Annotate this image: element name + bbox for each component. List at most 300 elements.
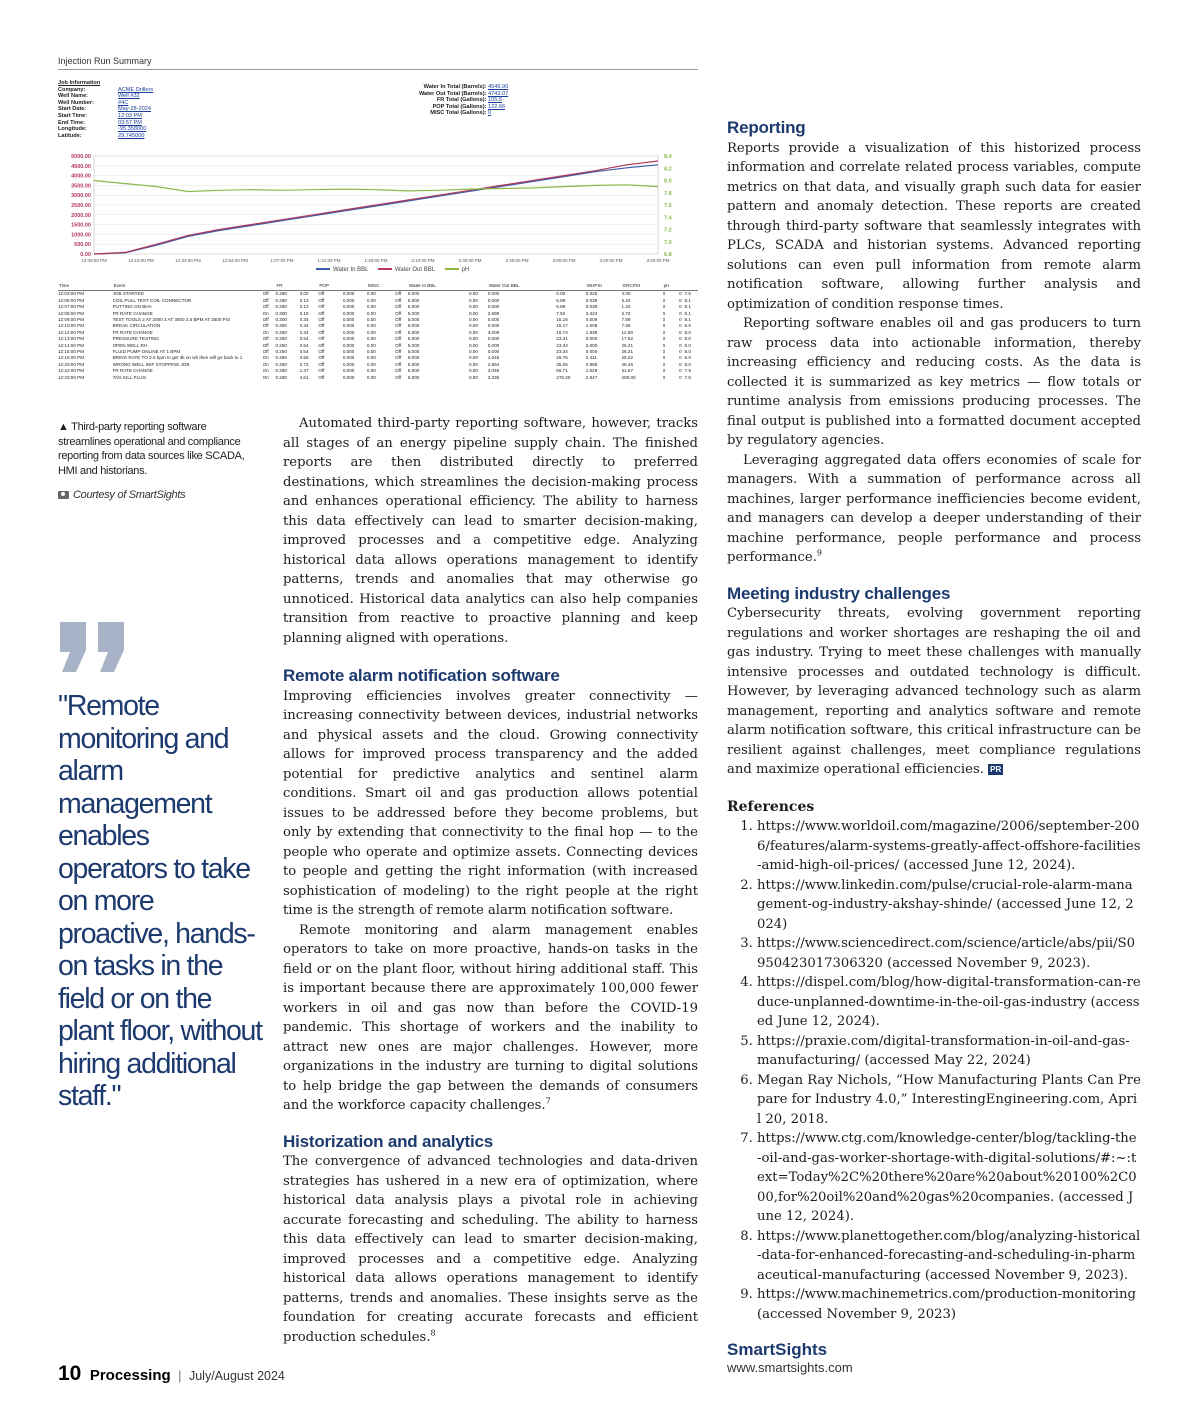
total-value: 0 [488,110,492,117]
job-info-row [58,133,698,140]
table-cell: 15.17 [556,323,568,329]
table-cell: 29.22 [621,355,633,361]
table-cell: 12:06:00 PM [58,297,85,303]
heading-meeting-challenges: Meeting industry challenges [727,583,951,603]
table-cell: 0 [679,317,682,323]
table-cell: Off [318,342,325,348]
table-cell: 0.000 [487,297,500,303]
table-cell: Off [318,361,325,367]
y-left-tick-label: 3500.00 [71,183,91,190]
table-cell: 8.0 [684,323,691,329]
y-right-tick-label: 7.2 [664,227,672,234]
table-cell: 6.72 [621,310,631,316]
total-row [348,91,518,98]
y-right-tick-label: 8.0 [664,178,672,185]
run-event-table [58,282,698,381]
total-label: FR Total (Gallons): [436,97,487,104]
table-cell: 0.00 [468,297,478,303]
total-value: 4743.07 [488,90,509,97]
table-cell: 0.250 [275,361,287,367]
table-cell: 0 [679,291,682,297]
table-cell: 0.00 [366,329,376,335]
table-cell: 5.000 [407,317,420,323]
reference-item: 3. https://www.sciencedirect.com/science/article/abs/pii/S0950423017306320 (accessed November 9, 2023). [757,934,1141,973]
table-cell: PRESSURE TESTING [112,336,159,342]
y-left-tick-label: 0.00 [80,252,91,258]
table-cell: 0.55 [299,355,309,361]
table-cell: Off [395,368,402,374]
reporting-paragraph-1: Reports provide a visualization of this historized process information and correlate related process variables, compute metrics on that data, and visually graph such data for easier pattern and anomaly detection. These reports are created through third-party software that seamlessly integrates with PLCs, SCADA and historian systems. Advanced reporting solutions can even pull information from remote alarm notification software, allowing further analysis and optimization of condition response times. [727,140,1141,312]
table-cell: 0.000 [487,349,500,355]
job-info-value: 12:03 PM [118,112,142,119]
table-cell: 2.947 [585,374,598,380]
job-info-value: ACME Drillers [118,86,154,93]
table-cell: 0.15 [299,310,309,316]
table-cell: 12:22:00 PM [58,368,85,374]
total-label: POP Total (Gallons): [432,103,487,110]
table-cell: 8.0 [684,355,691,361]
table-cell: Off [395,336,402,342]
table-cell: 0.00 [468,329,478,335]
table-cell: 12:15:00 PM [58,355,85,361]
table-cell: FLUID PUMP ONLINE AT 1 BPM [112,349,181,355]
table-header [263,282,276,291]
table-cell: 0.300 [275,323,287,329]
job-info-value: May-28-2024 [118,106,151,113]
table-cell: FR RATE CHANGE [112,310,153,316]
table-header: Time [58,282,113,291]
table-cell: 0.039 [585,297,598,303]
injection-run-summary-figure [58,56,698,396]
table-cell: 5.000 [407,310,420,316]
intro-paragraph: Automated third-party reporting software, however, tracks all stages of an energy pipeline supply chain. The finished reports are then distributed directly to preferred destinations, which streamlines the decision-making process and enhances operational efficiency. The ability to harness this data effectively can lead to smarter decision-making, improved processes and a competitive edge. Analyzing historical data allows operations management to identify patterns, trends and anomalies that may otherwise go unnoticed. Historical data analytics can also help companies transition from reactive to proactive planning and keep planning aligned with operations. [283,416,698,646]
table-cell: Off [318,329,325,335]
reference-item: 8. https://www.planettogether.com/blog/analyzing-historical-data-for-enhanced-forecasting-and-scheduling-in-pharmaceutical-manufacturing (accessed November 9, 2023). [757,1227,1141,1286]
table-cell: 0 [662,349,666,355]
table-cell: 12:13:00 PM [58,336,85,342]
table-cell: 26.21 [621,349,633,355]
company-name: SmartSights [727,1340,828,1359]
table-cell: 16.74 [556,329,568,335]
table-cell: 5.000 [407,349,420,355]
table-cell: 0.000 [585,342,598,348]
pull-quote-text: "Remote monitoring and alarm management enables operators to take on more proactive, hands-on tasks in the field or on the plant floor, without hiring additional staff." [58,690,262,1112]
legend-water-out: Water Out BBL [394,267,435,273]
table-cell: 17.82 [621,336,633,342]
table-cell: Off [395,361,402,367]
table-cell: 66.71 [556,368,568,374]
table-cell: 8.0 [684,342,691,348]
job-info-label: Company: [58,86,86,93]
chart-legend [308,267,469,273]
table-cell: 0 [662,336,666,342]
table-cell: FR RATE CHANGE [112,329,153,335]
table-cell: Off [395,374,402,380]
caption-text: ▲ Third-party reporting software streamlines operational and compliance reporting from data sources like SCADA, HMI and historians. [58,421,245,477]
table-cell: 0.250 [275,342,287,348]
table-cell: 0.000 [342,361,355,367]
table-cell: 0.00 [366,297,376,303]
job-info-label: Well Number: [58,99,94,106]
table-cell: 0 [662,361,666,367]
x-tick-label: 3:20:00 PM [599,258,623,263]
job-info-row [58,120,698,127]
table-cell: BRING RATE TO 2.5 bpm to get 3k on wh then will go back to 1 [112,355,243,361]
job-info-heading: Job Information [58,80,101,86]
pull-quote [58,620,263,1113]
y-left-tick-label: 4000.00 [71,173,91,180]
table-cell: On [262,361,269,367]
table-cell: 1.22 [621,304,631,310]
table-cell: 28.46 [621,361,633,367]
table-cell: 0.000 [487,342,500,348]
table-cell: 0.025 [585,291,598,297]
table-cell: 0 [679,361,682,367]
table-cell: 0.54 [299,342,309,348]
table-cell: 0.72 [299,361,309,367]
table-cell: 0.000 [342,297,355,303]
y-right-tick-label: 7.0 [664,239,672,246]
legend-water-in: Water In BBL [333,267,369,273]
table-cell: 8.0 [684,336,691,342]
table-cell: Off [262,291,269,297]
reference-item: 7. https://www.ctg.com/knowledge-center/blog/tackling-the-oil-and-gas-worker-shortage-with-digital-solutions/#:~:text=Today%2C%20there%20are%20about%20100%2C000,for%20oil%20and%20gas%20companies. (accessed June 12, 2024). [757,1129,1141,1227]
total-row [348,84,518,91]
table-cell: 0.00 [468,310,478,316]
table-cell: 0.000 [487,336,500,342]
table-cell: 12:14:00 PM [58,342,85,348]
table-cell: 5.000 [407,297,420,303]
table-cell: 5.89 [556,304,566,310]
table-cell: 5.000 [407,323,420,329]
magazine-name: Processing [89,1367,171,1384]
table-header: POP [318,282,343,291]
total-row [348,97,518,104]
table-cell: 0.00 [468,291,478,297]
job-info-value: #4C [118,99,129,106]
heading-reporting: Reporting [727,118,806,137]
remote-paragraph-2: Remote monitoring and alarm management enables operators to take on more proactive, hands-on tasks in the field or on the plant floor, without hiring additional staff. This is important because there are approximately 100,000 fewer workers in oil and gas now than before the COVID-19 pandemic. This shortage of workers and the inability to attract new ones are major challenges. However, more organizations in the industry are turning to digital solutions to help bridge the gap between the demands of consumers and the workforce capacity challenges.$^7$ [283,922,698,1113]
y-right-tick-label: 7.4 [664,215,672,222]
table-cell: 0.280 [275,291,287,297]
table-cell: 5.000 [407,291,420,297]
reporting-paragraph-2: Reporting software enables oil and gas producers to turn raw process data into actionable information, thereby increasing efficiency and reducing costs. As the data is collected it is summarized as key metrics — flow totals or runtime analysis from emissions producing processes. The final output is published into a formatted document accepted by regulatory agencies. [727,316,1141,448]
quote-marks-icon [58,620,130,674]
table-cell: 26.75 [556,355,568,361]
table-cell: 8.0 [684,329,691,335]
table-cell: 0.00 [468,304,478,310]
y-right-tick-label: 8.2 [664,166,672,173]
table-cell: 12:15:00 PM [58,349,85,355]
y-left-tick-label: 4500.00 [71,163,91,170]
table-cell: 0.00 [366,374,376,380]
table-cell: 5.000 [407,329,420,335]
table-cell: Off [318,310,325,316]
table-cell: 0.00 [468,374,478,380]
table-cell: 12:10:00 PM [58,323,85,329]
table-cell: Off [395,349,402,355]
table-cell: 5.000 [407,368,420,374]
table-cell: Off [318,317,325,323]
y-right-tick-label: 7.8 [664,190,672,197]
table-cell: 23.34 [556,349,568,355]
table-cell: 5.000 [407,336,420,342]
table-header [469,282,488,291]
table-cell: 12:12:00 PM [58,329,85,335]
table-cell: 12:09:00 PM [58,317,85,323]
job-info-value: 03:57 PM [118,119,142,126]
x-tick-label: 12:19:00 PM [128,258,154,263]
table-cell: 0.00 [366,355,376,361]
table-cell: Off [318,374,325,380]
table-cell: Off [395,317,402,323]
table-cell: Off [262,304,269,310]
table-row [58,291,698,298]
x-tick-label: 2:30:00 PM [458,258,482,263]
table-cell: 0 [679,297,682,303]
y-right-tick-label: 7.6 [664,203,672,209]
table-cell: 5.000 [407,355,420,361]
table-cell: 0.000 [342,304,355,310]
table-cell: 7.5 [684,291,691,297]
figure-title: Injection Run Summary [58,56,698,70]
table-cell: 0.00 [366,336,376,342]
table-cell: 0.00 [556,291,566,297]
company-url[interactable]: www.smartsights.com [727,1360,853,1375]
page-number: 10 [58,1362,82,1385]
table-header [556,282,585,291]
table-cell: Off [318,297,325,303]
table-row [58,375,698,381]
job-info-label: Well Name: [58,93,89,100]
table-cell: 23.31 [556,336,568,342]
table-cell: 7.9 [684,368,691,374]
table-header: Event [113,282,263,291]
table-cell: On [262,368,269,374]
x-tick-label: 12:33:00 PM [175,258,201,263]
table-cell: 7.65 [621,323,631,329]
table-cell: 12:08:00 PM [58,310,85,316]
job-info-value: 29.745000 [118,132,145,139]
table-cell: 0.300 [275,310,287,316]
table-cell: 0.000 [342,355,355,361]
table-cell: Off [395,323,402,329]
table-cell: 0.888 [585,361,598,367]
table-cell: Off [262,297,269,303]
x-tick-label: 1:07:00 PM [270,258,294,263]
table-cell: Off [318,336,325,342]
table-cell: WRONG WELL INIF STOPPING JOB [112,361,190,367]
y-right-tick-label: 6.8 [664,252,672,258]
table-cell: TEST TOOLS 2 AT 2000 3 AT 3000 3.5 BPM AT 3500 PSI [112,317,231,323]
job-info-label: Start Time: [58,112,88,119]
table-cell: 0 [662,355,666,361]
table-cell: 2.411 [585,355,597,361]
x-tick-label: 12:03:00 PM [81,258,107,263]
table-cell: 1.37 [299,368,309,374]
table-cell: 26.21 [621,342,633,348]
table-cell: 1.026 [585,368,598,374]
table-cell: 12.80 [621,329,633,335]
table-cell: 51.67 [621,368,633,374]
table-cell: Off [318,368,325,374]
total-value: 122.66 [488,103,506,110]
table-header [395,282,408,291]
table-cell: 0 [662,310,666,316]
table-cell: Off [395,342,402,348]
table-cell: 0 [662,304,666,310]
camera-icon [58,491,69,499]
x-tick-label: 3:00:00 PM [552,258,576,263]
table-cell: 0.00 [366,361,376,367]
table-cell: Off [318,355,325,361]
table-cell: Off [262,349,269,355]
total-value: 105.5 [488,97,502,104]
table-cell: Off [395,291,402,297]
reporting-paragraph-3: Leveraging aggregated data offers economies of scale for managers. With a summation of performance across all machines, larger performance inefficiencies become evident, and managers can develop a deeper understanding of their machine performance, people performance and process performance.$^9$ [727,452,1141,565]
table-cell: Off [262,342,269,348]
y-left-tick-label: 3000.00 [71,193,91,200]
table-cell: Off [262,317,269,323]
table-cell: Off [395,310,402,316]
table-cell: 0 [679,374,682,380]
table-cell: 0.000 [342,342,355,348]
table-cell: 1.008 [585,323,598,329]
issue-date: July/August 2024 [188,1369,285,1383]
table-cell: 7.56 [621,317,631,323]
page-footer [58,1362,285,1386]
table-cell: Off [318,349,325,355]
table-cell: 0.00 [366,323,376,329]
table-cell: 12:20:00 PM [58,361,85,367]
job-info-label: Longitude: [58,126,87,133]
table-cell: BREAK CIRCULATION [112,323,161,329]
meeting-paragraph: Cybersecurity threats, evolving government reporting regulations and worker shortages are reshaping the oil and gas industry. Trying to meet these challenges with manually intensive processes and outdated technology is difficult. However, by leveraging advanced technology such as alarm management, reporting and analytics software and remote alarm notification software, this critical infrastructure can be resilient against challenges, meet compliance regulations and maximize operational efficiencies. PR [727,606,1141,777]
table-cell: 8.1 [684,297,691,303]
table-cell: 35.05 [556,361,568,367]
reference-item: 4. https://dispel.com/blog/how-digital-transformation-can-reduce-unplanned-downtime-in-the-oil-gas-industry (accessed June 12, 2024). [757,973,1141,1032]
table-cell: 0 [679,323,682,329]
table-cell: 8.0 [684,349,691,355]
table-cell: 0.00 [366,304,376,310]
table-cell: 4.61 [299,374,309,380]
reference-item: 6. Megan Ray Nichols, “How Manufacturing Plants Can Prepare for Industry 4.0,” InterestingEngineering.com, April 20, 2018. [757,1071,1141,1130]
table-cell: 0.000 [487,323,500,329]
ref-8: 8 [430,1328,436,1338]
table-cell: 0.250 [275,349,287,355]
table-header: FR [275,282,299,291]
run-totals [348,84,518,117]
table-cell: 0 [662,317,666,323]
table-cell: 5.89 [556,297,566,303]
table-cell: 0.009 [585,317,598,323]
table-cell: 15.16 [556,317,568,323]
table-cell: 12:07:00 PM [58,304,85,310]
footer-separator: | [178,1368,182,1383]
table-cell: 0.34 [299,329,309,335]
y-left-tick-label: 2500.00 [71,203,91,209]
table-cell: 0.000 [342,317,355,323]
reference-item: 5. https://praxie.com/digital-transformation-in-oil-and-gas-manufacturing/ (accessed May 22, 2024) [757,1032,1141,1071]
heading-remote-alarm: Remote alarm notification software [283,666,560,685]
table-header: Water In BBL [408,282,469,291]
table-cell: 0 [662,342,666,348]
table-cell: 0.00 [366,291,376,297]
table-cell: 0.00 [366,368,376,374]
x-tick-label: 2:40:00 PM [505,258,529,263]
table-cell: 3.048 [487,368,500,374]
table-cell: Off [395,355,402,361]
table-cell: PUTTING ON BHA [112,304,152,310]
table-cell: 0 [662,291,666,297]
table-cell: COIL PULL TEST COIL CONNECTOR [112,297,192,303]
heading-historization: Historization and analytics [283,1131,493,1151]
middle-column [283,414,698,1347]
table-cell: 0.000 [585,349,598,355]
references [727,798,1141,1325]
table-header: pH [663,282,680,291]
table-cell: 7.52 [556,310,566,316]
table-cell: 0.54 [299,336,309,342]
table-cell: 0.000 [585,336,598,342]
x-tick-label: 1:40:00 PM [364,258,388,263]
y-left-tick-label: 5000.00 [71,154,91,160]
table-cell: 0.00 [468,361,478,367]
table-cell: FR RATE CHANGE [112,368,153,374]
table-cell: Off [318,323,325,329]
table-cell: On [262,329,269,335]
table-cell: 5.000 [407,342,420,348]
table-cell: JOB STARTED [112,291,144,297]
table-cell: 8.1 [684,304,691,310]
table-cell: 0.00 [468,317,478,323]
table-cell: 0.00 [366,317,376,323]
table-cell: 0.00 [299,291,309,297]
table-cell: 0.00 [366,342,376,348]
table-cell: 276.20 [556,374,571,380]
table-cell: Off [395,304,402,310]
y-right-tick-label: 8.4 [664,154,672,160]
table-cell: 5.000 [407,374,420,380]
right-column [727,118,1141,1375]
x-tick-label: 2:10:00 PM [411,258,435,263]
figure-caption [58,420,256,503]
total-row [348,110,518,117]
table-cell: 0.00 [366,349,376,355]
table-cell: 0.000 [487,317,500,323]
table-cell: 0.54 [299,349,309,355]
table-cell: 0 [662,374,666,380]
table-cell: Off [395,297,402,303]
ref-7: 7 [545,1096,551,1106]
table-cell: 8.0 [684,361,691,367]
end-of-article-badge: PR [990,765,1002,774]
total-value: 4549.90 [488,84,509,90]
table-cell: 0 [662,297,666,303]
table-cell: 5.22 [621,297,631,303]
x-tick-label: 1:21:00 PM [317,258,341,263]
job-info-label: Start Date: [58,106,87,113]
total-label: MISC Total (Gallons): [430,110,487,117]
table-header [343,282,367,291]
table-cell: 0 [679,349,682,355]
table-cell: 0 [679,336,682,342]
table-cell: 0.00 [468,342,478,348]
x-tick-label: 3:40:00 PM [646,258,670,263]
table-cell: 208.00 [621,374,636,380]
table-cell: 0 [679,368,682,374]
table-cell: 0.000 [342,310,355,316]
